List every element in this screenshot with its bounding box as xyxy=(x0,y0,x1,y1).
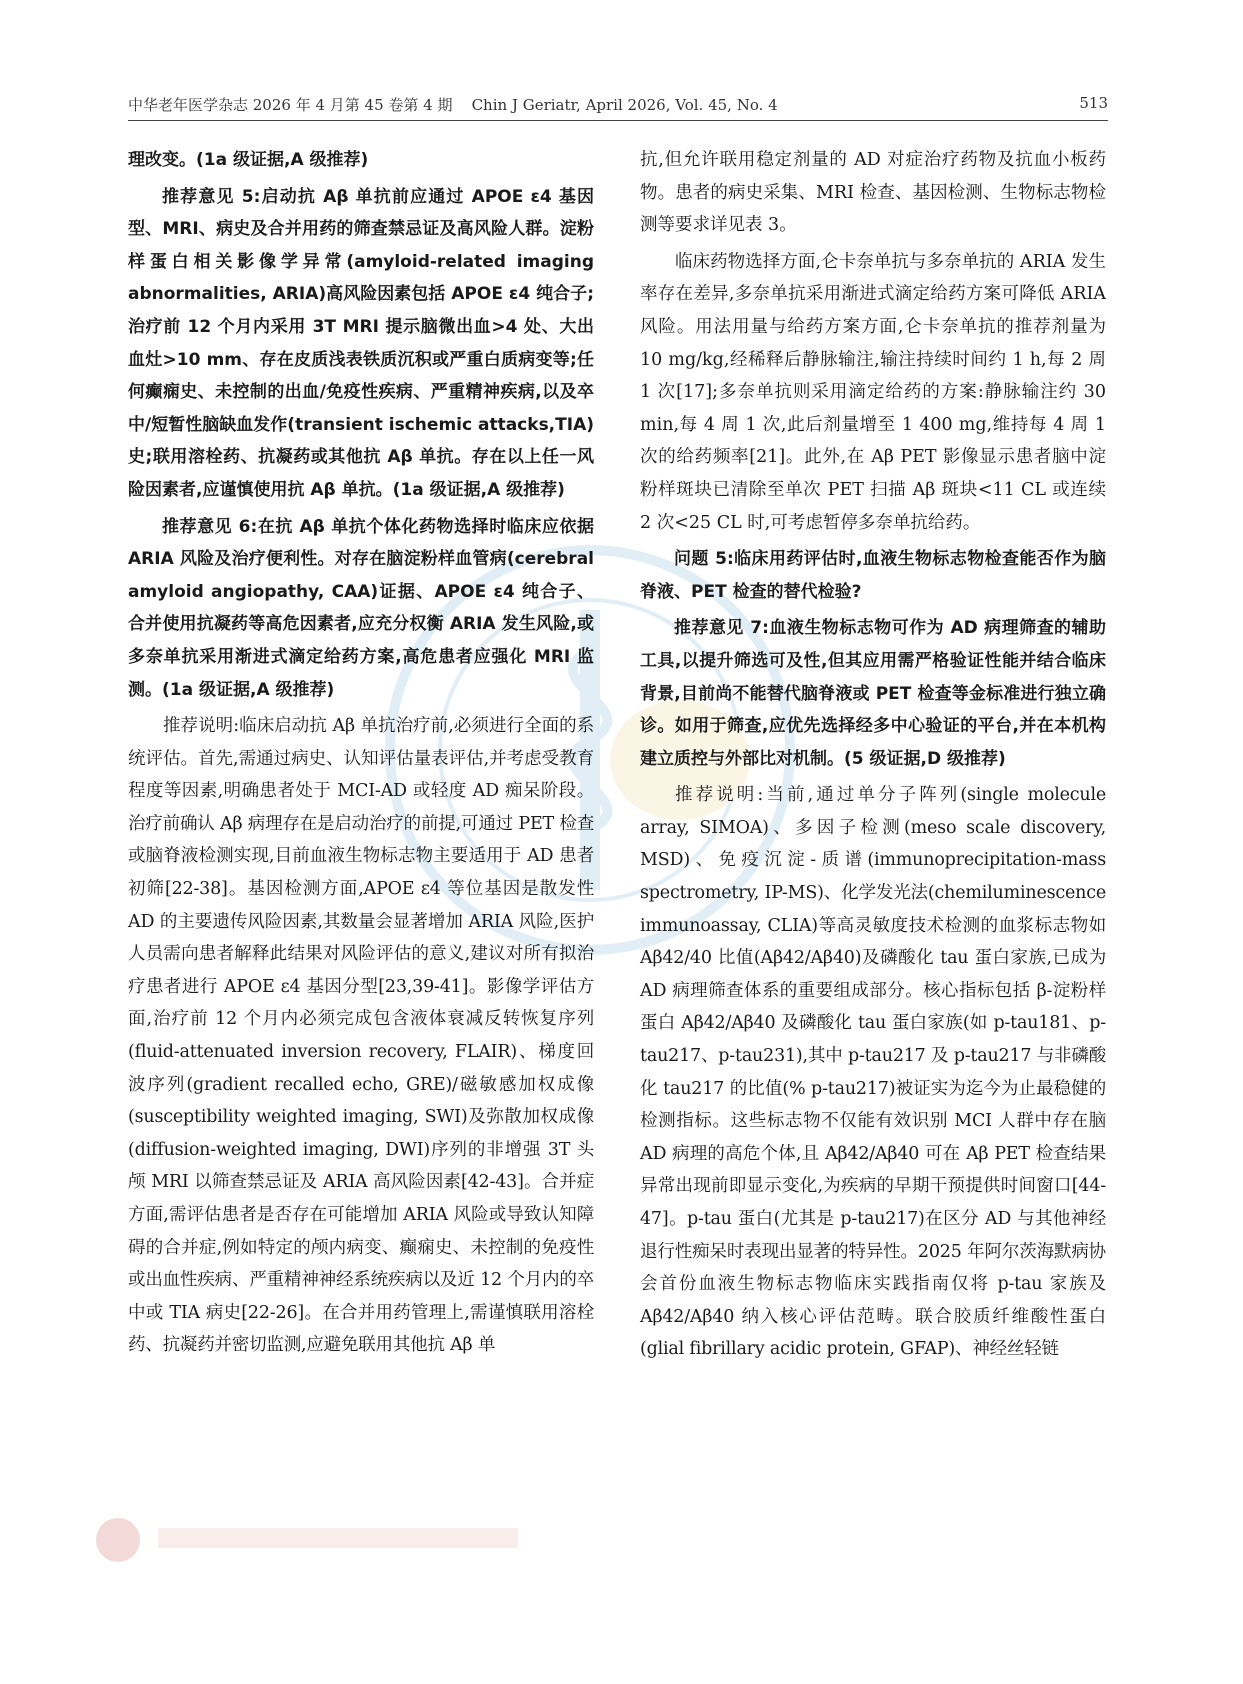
evidence-line: 理改变。(1a 级证据,A 级推荐) xyxy=(128,150,369,170)
publisher-logo-watermark xyxy=(88,1510,558,1570)
biomarker-explanation: 推荐说明:当前,通过单分子阵列(single molecule array, SIMOA)、多因子检测(meso scale discovery, MSD)、免疫沉淀-质谱(immunoprecipitation-mass spectrometry, IP-MS)、化学发光法(chemiluminescence immunoassay, CLIA)等高灵敏度技术检测的血浆标志物如 Aβ42/40 比值(Aβ42/Aβ40)及磷酸化 tau 蛋白家族,已成为 AD 病理筛查体系的重要组成部分。核心指标包括 β-淀粉样蛋白 Aβ42/Aβ40 及磷酸化 tau 蛋白家族(如 p-tau181、p-tau217、p-tau231),其中 p-tau217 及 p-tau217 与非磷酸化 tau217 的比值(% p-tau217)被证实为迄今为止最稳健的检测指标。这些标志物不仅能有效识别 MCI 人群中存在脑 AD 病理的高危个体,且 Aβ42/Aβ40 可在 Aβ PET 检查结果异常出现前即显示变化,为疾病的早期干预提供时间窗口[44-47]。p-tau 蛋白(尤其是 p-tau217)在区分 AD 与其他神经退行性痴呆时表现出显著的特异性。2025 年阿尔茨海默病协会首份血液生物标志物临床实践指南仅将 p-tau 家族及 Aβ42/Aβ40 纳入核心评估范畴。联合胶质纤维酸性蛋白(glial fibrillary acidic protein, GFAP)、神经丝轻链 xyxy=(640,785,1106,1360)
journal-name-cn: 中华老年医学杂志 2026 年 4 月第 45 卷第 4 期 xyxy=(128,96,453,114)
page-number: 513 xyxy=(1079,94,1108,112)
journal-citation xyxy=(128,94,778,115)
recommendation-explanation: 推荐说明:临床启动抗 Aβ 单抗治疗前,必须进行全面的系统评估。首先,需通过病史、认知评估量表评估,并考虑受教育程度等因素,明确患者处于 MCI-AD 或轻度 AD 痴呆阶段。治疗前确认 Aβ 病理存在是启动治疗的前提,可通过 PET 检查或脑脊液检测实现,目前血液生物标志物主要适用于 AD 患者初筛[22-38]。基因检测方面,APOE ε4 等位基因是散发性 AD 的主要遗传风险因素,其数量会显著增加 ARIA 风险,医护人员需向患者解释此结果对风险评估的意义,建议对所有拟治疗患者进行 APOE ε4 基因分型[23,39-41]。影像学评估方面,治疗前 12 个月内必须完成包含液体衰减反转恢复序列(fluid-attenuated inversion recovery, FLAIR)、梯度回波序列(gradient recalled echo, GRE)/磁敏感加权成像(susceptibility weighted imaging, SWI)及弥散加权成像(diffusion-weighted imaging, DWI)序列的非增强 3T 头颅 MRI 以筛查禁忌证及 ARIA 高风险因素[42-43]。合并症方面,需评估患者是否存在可能增加 ARIA 风险或导致认知障碍的合并症,例如特定的颅内病变、癫痫史、未控制的免疫性或出血性疾病、严重精神神经系统疾病以及近 12 个月内的卒中或 TIA 病史[22-26]。在合并用药管理上,需谨慎联用溶栓药、抗凝药并密切监测,应避免联用其他抗 Aβ 单 xyxy=(128,716,594,1356)
left-column xyxy=(128,144,594,1366)
journal-name-en: Chin J Geriatr, April 2026, Vol. 45, No. 4 xyxy=(471,96,778,114)
right-column xyxy=(640,144,1106,1370)
recommendation-6: 推荐意见 6:在抗 Aβ 单抗个体化药物选择时临床应依据 ARIA 风险及治疗便利性。对存在脑淀粉样血管病(cerebral amyloid angiopathy, CAA)证据、APOE ε4 纯合子、合并使用抗凝药等高危因素者,应充分权衡 ARIA 发生风险,或多奈单抗采用渐进式滴定给药方案,高危患者应强化 MRI 监测。(1a 级证据,A 级推荐) xyxy=(128,516,594,700)
recommendation-7: 推荐意见 7:血液生物标志物可作为 AD 病理筛查的辅助工具,以提升筛选可及性,但其应用需严格验证性能并结合临床背景,目前尚不能替代脑脊液或 PET 检查等金标准进行独立确诊。如用于筛查,应优先选择经多中心验证的平台,并在本机构建立质控与外部比对机制。(5 级证据,D 级推荐) xyxy=(640,618,1106,769)
continued-paragraph: 抗,但允许联用稳定剂量的 AD 对症治疗药物及抗血小板药物。患者的病史采集、MRI 检查、基因检测、生物标志物检测等要求详见表 3。 xyxy=(640,150,1106,236)
running-header xyxy=(128,94,1108,118)
header-rule xyxy=(128,120,1108,121)
recommendation-5: 推荐意见 5:启动抗 Aβ 单抗前应通过 APOE ε4 基因型、MRI、病史及合并用药的筛查禁忌证及高风险人群。淀粉样蛋白相关影像学异常(amyloid-related imaging abnormalities, ARIA)高风险因素包括 APOE ε4 纯合子;治疗前 12 个月内采用 3T MRI 提示脑微出血>4 处、大出血灶>10 mm、存在皮质浅表铁质沉积或严重白质病变等;任何癫痫史、未控制的出血/免疫性疾病、严重精神疾病,以及卒中/短暂性脑缺血发作(transient ischemic attacks,TIA)史;联用溶栓药、抗凝药或其他抗 Aβ 单抗。存在以上任一风险因素者,应谨慎使用抗 Aβ 单抗。(1a 级证据,A 级推荐) xyxy=(128,186,594,500)
question-5: 问题 5:临床用药评估时,血液生物标志物检查能否作为脑脊液、PET 检查的替代检验? xyxy=(640,549,1106,602)
drug-selection-paragraph: 临床药物选择方面,仑卡奈单抗与多奈单抗的 ARIA 发生率存在差异,多奈单抗采用渐进式滴定给药方案可降低 ARIA 风险。用法用量与给药方案方面,仑卡奈单抗的推荐剂量为 10 mg/kg,经稀释后静脉输注,输注持续时间约 1 h,每 2 周 1 次[17];多奈单抗则采用滴定给药的方案:静脉输注约 30 min,每 4 周 1 次,此后剂量增至 1 400 mg,维持每 4 周 1 次的给药频率[21]。此外,在 Aβ PET 影像显示患者脑中淀粉样斑块已清除至单次 PET 扫描 Aβ 斑块<11 CL 或连续 2 次<25 CL 时,可考虑暂停多奈单抗给药。 xyxy=(640,251,1106,533)
